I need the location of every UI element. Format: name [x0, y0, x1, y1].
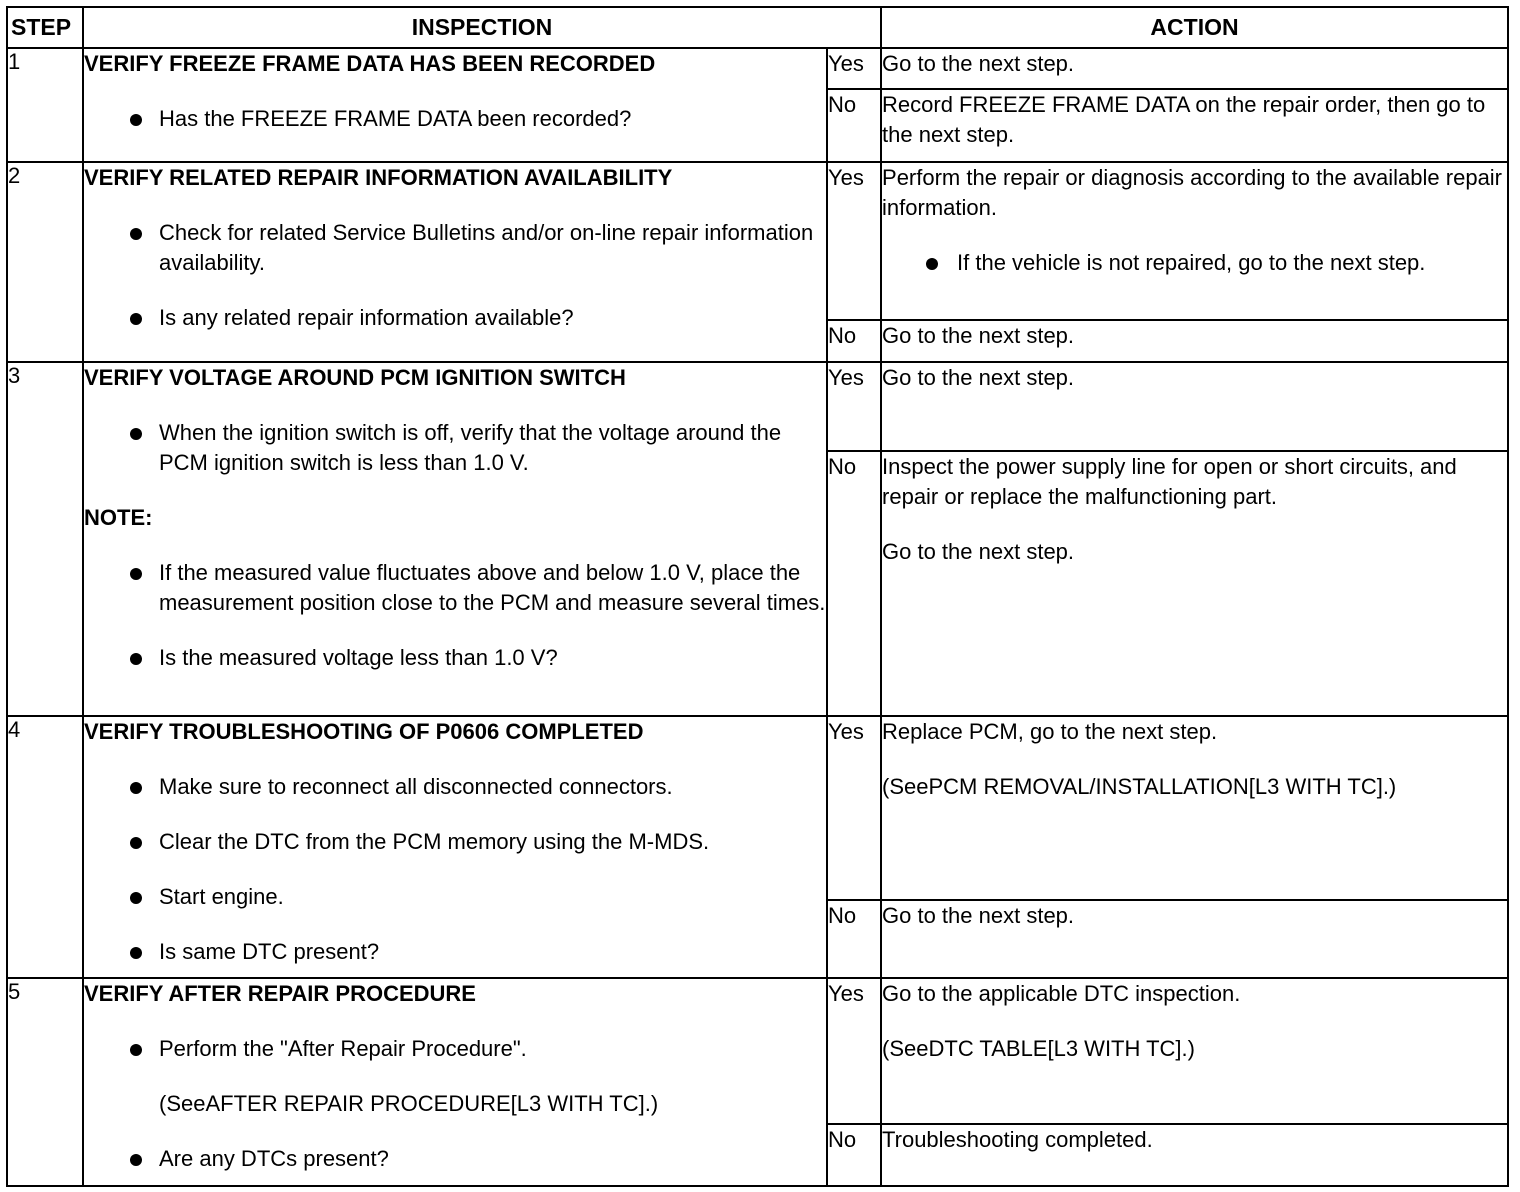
step-5-yes-label: Yes	[827, 978, 881, 1124]
step-3-yes-label: Yes	[827, 362, 881, 450]
step-1-bullet-1: Has the FREEZE FRAME DATA been recorded?	[84, 104, 826, 134]
step-2-number: 2	[7, 162, 83, 363]
step-1-yes-row	[7, 48, 1508, 89]
step-5-title: VERIFY AFTER REPAIR PROCEDURE	[84, 981, 476, 1007]
step-3-inspection	[83, 362, 827, 715]
step-3-title: VERIFY VOLTAGE AROUND PCM IGNITION SWITCH	[84, 365, 626, 391]
step-2-yes-row	[7, 162, 1508, 321]
step-1-no-label: No	[827, 89, 881, 161]
header-row	[7, 7, 1508, 48]
step-4-no-action	[881, 900, 1508, 978]
step-4-bullet-3: Start engine.	[84, 882, 826, 912]
step-2-yes-bullet: If the vehicle is not repaired, go to the next step.	[882, 248, 1507, 278]
step-4-title: VERIFY TROUBLESHOOTING OF P0606 COMPLETED	[84, 718, 644, 744]
step-4-no-text: Go to the next step.	[882, 902, 1075, 928]
step-4-yes-reference-link[interactable]: (SeePCM REMOVAL/INSTALLATION[L3 WITH TC].)	[882, 773, 1397, 799]
step-column-header: STEP	[7, 7, 83, 48]
step-1-yes-label: Yes	[827, 48, 881, 89]
step-3-note-bullet-2: Is the measured voltage less than 1.0 V?	[84, 643, 826, 673]
step-5-no-action	[881, 1124, 1508, 1186]
step-3-no-action	[881, 451, 1508, 716]
step-1-no-text: Record FREEZE FRAME DATA on the repair order, then go to the next step.	[882, 92, 1486, 148]
step-2-no-label: No	[827, 320, 881, 362]
step-3-no-text: Inspect the power supply line for open or short circuits, and repair or replace the malfunctioning part.	[882, 453, 1457, 509]
step-5-yes-action	[881, 978, 1508, 1124]
step-5-yes-row	[7, 978, 1508, 1124]
step-3-yes-row	[7, 362, 1508, 450]
step-3-bullet-1: When the ignition switch is off, verify that the voltage around the PCM ignition switch is less than 1.0 V.	[84, 418, 826, 478]
step-2-yes-action	[881, 162, 1508, 321]
step-5-bullet-1: Perform the "After Repair Procedure".	[84, 1034, 826, 1064]
step-3-yes-action	[881, 362, 1508, 450]
step-4-number: 4	[7, 716, 83, 978]
step-2-no-action	[881, 320, 1508, 362]
step-3-number: 3	[7, 362, 83, 715]
step-2-yes-label: Yes	[827, 162, 881, 321]
step-3-no-label: No	[827, 451, 881, 716]
step-1-no-action	[881, 89, 1508, 161]
step-2-no-text: Go to the next step.	[882, 323, 1075, 349]
step-2-inspection	[83, 162, 827, 363]
step-4-bullet-1: Make sure to reconnect all disconnected connectors.	[84, 772, 826, 802]
step-1-yes-action	[881, 48, 1508, 89]
step-5-yes-text: Go to the applicable DTC inspection.	[882, 981, 1241, 1007]
step-5-bullet-2: Are any DTCs present?	[84, 1144, 826, 1174]
step-1-title: VERIFY FREEZE FRAME DATA HAS BEEN RECORDED	[84, 51, 656, 77]
step-4-bullet-4: Is same DTC present?	[84, 937, 826, 967]
step-3-note-label: NOTE:	[84, 505, 153, 531]
step-3-no-text-2: Go to the next step.	[882, 538, 1075, 564]
step-3-yes-text: Go to the next step.	[882, 365, 1075, 391]
step-5-no-label: No	[827, 1124, 881, 1186]
step-1-yes-text: Go to the next step.	[882, 51, 1075, 77]
step-4-yes-text: Replace PCM, go to the next step.	[882, 718, 1218, 744]
step-5-no-text: Troubleshooting completed.	[882, 1126, 1153, 1152]
step-4-inspection	[83, 716, 827, 978]
action-column-header: ACTION	[881, 7, 1508, 48]
step-2-bullet-1: Check for related Service Bulletins and/or on-line repair information availability.	[84, 218, 826, 278]
step-5-inspection	[83, 978, 827, 1186]
step-1-inspection	[83, 48, 827, 161]
step-4-bullet-2: Clear the DTC from the PCM memory using the M-MDS.	[84, 827, 826, 857]
step-5-number: 5	[7, 978, 83, 1186]
step-3-note-bullet-1: If the measured value fluctuates above and below 1.0 V, place the measurement position close to the PCM and measure several times.	[84, 558, 826, 618]
step-4-yes-row	[7, 716, 1508, 900]
diagnostic-procedure-table	[6, 6, 1509, 1187]
step-2-yes-text: Perform the repair or diagnosis according to the available repair information.	[882, 164, 1503, 220]
step-5-reference-link[interactable]: (SeeAFTER REPAIR PROCEDURE[L3 WITH TC].)	[159, 1091, 659, 1117]
step-4-yes-action	[881, 716, 1508, 900]
inspection-column-header: INSPECTION	[83, 7, 881, 48]
step-1-number: 1	[7, 48, 83, 161]
step-2-bullet-2: Is any related repair information available?	[84, 303, 826, 333]
step-2-title: VERIFY RELATED REPAIR INFORMATION AVAILABILITY	[84, 164, 673, 190]
step-4-yes-label: Yes	[827, 716, 881, 900]
step-5-yes-reference-link[interactable]: (SeeDTC TABLE[L3 WITH TC].)	[882, 1036, 1195, 1062]
step-4-no-label: No	[827, 900, 881, 978]
